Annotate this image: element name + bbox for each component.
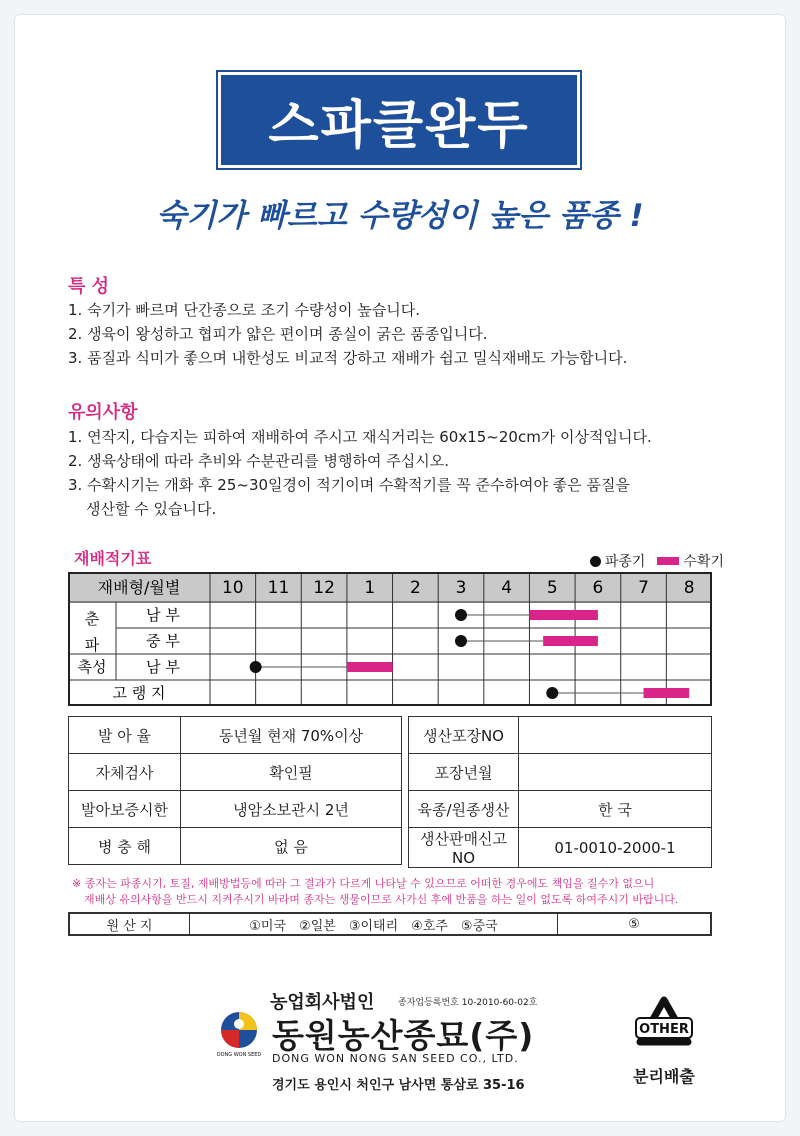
precaution-item: 3. 수확시기는 개화 후 25~30일경이 적기이며 수확적기를 꼭 준수하여야 좋은 품질을: [68, 476, 630, 494]
product-name: 스파클완두: [268, 95, 530, 156]
month-label: 8: [683, 578, 695, 598]
month-label: 2: [409, 578, 421, 598]
info-label: 발 아 율: [69, 717, 181, 754]
info-label: 자체검사: [69, 754, 181, 791]
precautions-list: [68, 425, 652, 521]
disclaimer-notice: [72, 876, 732, 908]
harvest-bar: [543, 636, 598, 646]
cultivation-schedule-table: [68, 572, 712, 706]
info-row: [69, 717, 402, 754]
origin-selected: ⑤: [628, 916, 640, 932]
info-row: [409, 754, 712, 791]
info-row: [409, 717, 712, 754]
company-type: 농업회사법인: [270, 992, 375, 1013]
info-table-left: [68, 716, 402, 865]
schedule-legend: [590, 551, 724, 571]
info-value: 냉암소보관시 2년: [181, 791, 402, 828]
origin-label: 원 산 지: [70, 914, 190, 934]
info-label: 포장년월: [409, 754, 519, 791]
feature-item: 3. 품질과 식미가 좋으며 내한성도 비교적 강하고 재배가 쉽고 밀식재배도 가능합니다.: [68, 349, 628, 367]
info-row: [409, 791, 712, 828]
info-label: 발아보증시한: [69, 791, 181, 828]
precaution-item: 생산할 수 있습니다.: [86, 500, 217, 518]
row-region-label: 남 부: [146, 658, 180, 676]
company-address: 경기도 용인시 처인구 남사면 통삼로 35-16: [272, 1078, 525, 1093]
sowing-point: [455, 609, 467, 621]
recycle-icon: [626, 994, 702, 1062]
features-title: 특 성: [68, 276, 110, 297]
recycle-mark-text: OTHER: [639, 1022, 689, 1037]
info-label: 육종/원종생산: [409, 791, 519, 828]
precautions-title: 유의사항: [68, 402, 138, 423]
feature-item: 1. 숙기가 빠르며 단간종으로 조기 수량성이 높습니다.: [68, 301, 420, 319]
company-logo-icon: [212, 1008, 266, 1058]
info-label: 병 충 해: [69, 828, 181, 865]
info-value: 동년월 현재 70%이상: [181, 717, 402, 754]
info-label: 생산포장NO: [409, 717, 519, 754]
sowing-point: [250, 661, 262, 673]
company-name: 동원농산종묘(주): [272, 1016, 535, 1055]
registration-number: 종자업등록번호 10-2010-60-02호: [398, 998, 538, 1008]
sowing-point: [455, 635, 467, 647]
schedule-title: 재배적기표: [74, 549, 152, 568]
product-name-banner: [218, 72, 580, 168]
origin-box: [68, 912, 712, 936]
month-label: 12: [313, 578, 335, 598]
info-label: 생산판매신고NO: [409, 828, 519, 868]
info-value: 확인필: [181, 754, 402, 791]
month-label: 10: [221, 578, 244, 598]
info-value: 없 음: [181, 828, 402, 865]
info-row: [69, 828, 402, 865]
origin-options: ①미국 ②일본 ③이태리 ④호주 ⑤중국: [190, 914, 558, 934]
precaution-item: 1. 연작지, 다습지는 피하여 재배하여 주시고 재식거리는 60x15~20cm가 이상적입니다.: [68, 428, 652, 446]
legend-harvest: 수확기: [683, 554, 724, 570]
sowing-point: [546, 687, 558, 699]
month-label: 11: [267, 578, 290, 598]
month-label: 3: [455, 578, 467, 598]
features-list: [68, 298, 627, 370]
group-label: 춘: [84, 610, 100, 628]
company-name-english: DONG WON NONG SAN SEED CO., LTD.: [272, 1052, 519, 1065]
precaution-item: 2. 생육상태에 따라 추비와 수분관리를 병행하여 주십시오.: [68, 452, 449, 470]
row-type-label: 촉성: [77, 658, 107, 676]
month-label: 7: [638, 578, 649, 598]
month-label: 6: [592, 578, 604, 598]
logo-text: DONG WON SEED: [216, 1052, 262, 1058]
month-label: 4: [501, 578, 513, 598]
notice-line: ※ 종자는 파종시기, 토질, 재배방법등에 따라 그 결과가 다르게 나타날 수 있으므로 어떠한 경우에도 책임을 질수가 없으니: [72, 877, 655, 890]
harvest-bar: [644, 688, 690, 698]
info-value: 한 국: [519, 791, 712, 828]
row-type-label: 고 랭 지: [112, 684, 166, 702]
legend-sowing: 파종기: [604, 554, 646, 570]
info-row: [69, 754, 402, 791]
harvest-bar: [529, 610, 597, 620]
info-row: [69, 791, 402, 828]
month-label: 1: [364, 578, 376, 598]
info-row: [409, 828, 712, 868]
row-region-label: 중 부: [146, 632, 180, 650]
group-label: 파: [84, 636, 100, 654]
info-table-right: [408, 716, 712, 868]
info-value: [519, 754, 712, 791]
harvest-bar: [347, 662, 393, 672]
recycle-label: 분리배출: [633, 1067, 695, 1086]
schedule-header-label: 재배형/월별: [97, 578, 181, 597]
row-region-label: 남 부: [146, 606, 180, 624]
info-value: 01-0010-2000-1: [519, 828, 712, 868]
month-label: 5: [546, 578, 558, 598]
feature-item: 2. 생육이 왕성하고 협피가 얇은 편이며 종실이 굵은 품종입니다.: [68, 325, 488, 343]
sowing-dot-icon: [590, 556, 601, 567]
product-tagline: 숙기가 빠르고 수량성이 높은 품종 !: [156, 198, 644, 234]
notice-line: 재배상 유의사항을 반드시 지켜주시기 바라며 종자는 생물이므로 사가신 후에 반품을 하는 일이 없도록 하여주시기 바랍니다.: [84, 893, 679, 906]
harvest-bar-icon: [657, 557, 679, 565]
info-value: [519, 717, 712, 754]
